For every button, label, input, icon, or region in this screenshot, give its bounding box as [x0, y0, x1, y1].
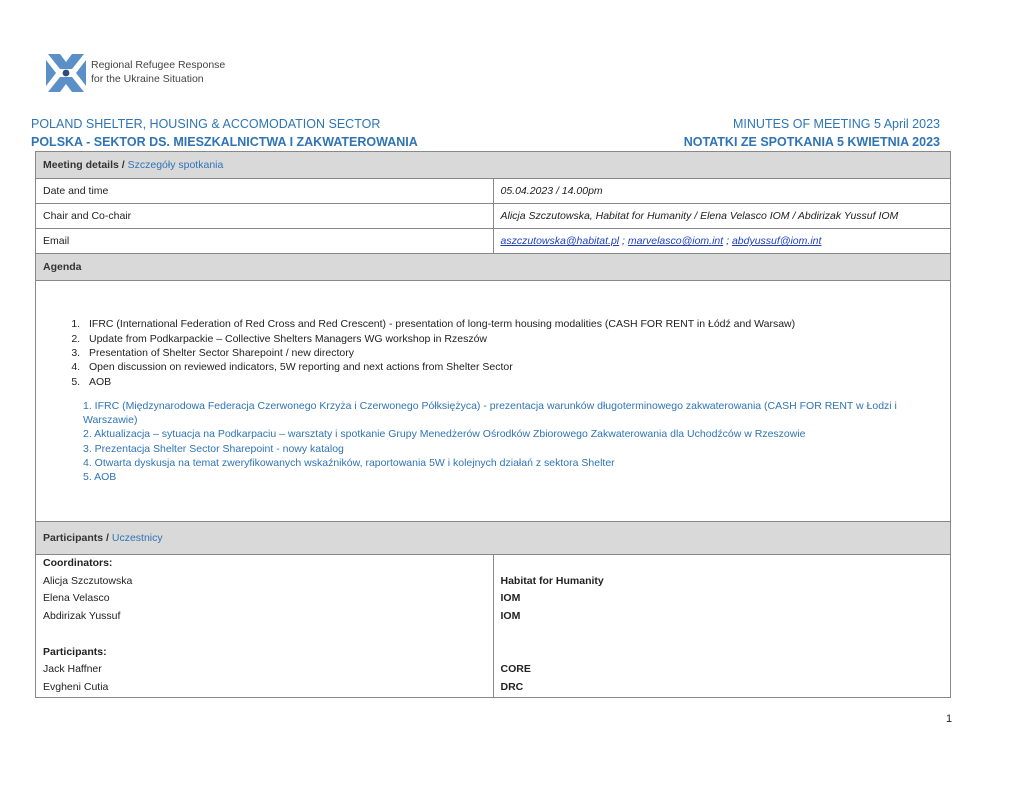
participants-label: Participants: — [43, 645, 107, 658]
unhcr-rrp-cross-icon — [46, 52, 86, 94]
minutes-title-en: MINUTES OF MEETING 5 April 2023 — [733, 117, 940, 131]
participant-org: CORE — [500, 663, 531, 676]
agenda-item: 1. IFRC (International Federation of Red Cross and Red Crescent) - presentation of long-term housing modalities (CASH FOR RENT in Łódź and Warsaw) — [83, 317, 943, 331]
agenda-body — [36, 281, 951, 522]
date-label: Date and time — [36, 179, 494, 204]
page-number: 1 — [946, 713, 953, 725]
email-value: aszczutowska@habitat.pl ; marvelasco@iom.int ; abdyussuf@iom.int — [493, 229, 951, 254]
participants-orgs — [493, 555, 951, 698]
participant-name: Evgheni Cutia — [43, 680, 109, 693]
participant-name: Alicja Szczutowska — [43, 574, 133, 587]
participants-names — [36, 555, 494, 698]
email-label: Email — [36, 229, 494, 254]
chair-value: Alicja Szczutowska, Habitat for Humanity / Elena Velasco IOM / Abdirizak Yussuf IOM — [493, 204, 951, 229]
chair-label: Chair and Co-chair — [36, 204, 494, 229]
agenda-item-pl: 1. IFRC (Międzynarodowa Federacja Czerwonego Krzyża i Czerwonego Półksiężyca) - prezentacja warunków długoterminowego zakwaterowania (CASH FOR RENT w Łodzi i Warszawie) — [83, 399, 897, 427]
agenda-item: 2. Update from Podkarpackie – Collective Shelters Managers WG workshop in Rzeszów — [83, 332, 943, 346]
email-link-3[interactable]: abdyussuf@iom.int — [731, 235, 822, 247]
participant-name: Abdirizak Yussuf — [43, 610, 121, 623]
agenda-item-pl: 4. Otwarta dyskusja na temat zweryfikowanych wskaźników, raportowania 5W i kolejnych działań z sektora Shelter — [83, 457, 615, 470]
logo-line-1: Regional Refugee Response — [91, 59, 226, 71]
agenda-item-pl: 2. Aktualizacja – sytuacja na Podkarpaciu – warsztaty i spotkanie Grupy Menedżerów Ośrodków Zbiorowego Zakwaterowania dla Uchodźców w Rzeszowie — [83, 428, 806, 441]
agenda-list-en — [43, 317, 943, 388]
sector-title-pl: POLSKA - SEKTOR DS. MIESZKALNICTWA I ZAKWATEROWANIA — [31, 135, 418, 149]
participant-org: DRC — [500, 680, 524, 693]
agenda-item: 3. Presentation of Shelter Sector Sharepoint / new directory — [83, 346, 943, 360]
agenda-list-pl — [83, 399, 943, 485]
minutes-table — [35, 151, 951, 698]
participant-org: Habitat for Humanity — [500, 574, 604, 587]
meeting-details-heading: Meeting details / Szczegóły spotkania — [36, 152, 951, 179]
agenda-item: 4. Open discussion on reviewed indicators, 5W reporting and next actions from Shelter Sector — [83, 360, 943, 374]
minutes-title-pl: NOTATKI ZE SPOTKANIA 5 KWIETNIA 2023 — [683, 135, 940, 149]
logo-line-2: for the Ukraine Situation — [91, 73, 204, 85]
logo — [46, 52, 286, 96]
email-link-2[interactable]: marvelasco@iom.int — [627, 235, 724, 247]
agenda-item-pl: 3. Prezentacja Shelter Sector Sharepoint - nowy katalog — [83, 442, 344, 455]
agenda-item: 5. AOB — [83, 375, 943, 389]
sector-title-en: POLAND SHELTER, HOUSING & ACCOMODATION SECTOR — [31, 117, 381, 131]
participants-heading: Participants / Uczestnicy — [36, 522, 951, 555]
participant-org: IOM — [500, 610, 521, 623]
date-value: 05.04.2023 / 14.00pm — [493, 179, 951, 204]
agenda-item-pl: 5. AOB — [83, 471, 117, 484]
participant-name: Jack Haffner — [43, 663, 102, 676]
email-link-1[interactable]: aszczutowska@habitat.pl — [500, 235, 620, 247]
participant-name: Elena Velasco — [43, 592, 110, 605]
participant-org: IOM — [500, 592, 521, 605]
agenda-heading: Agenda — [36, 254, 951, 281]
coordinators-label: Coordinators: — [43, 557, 113, 569]
